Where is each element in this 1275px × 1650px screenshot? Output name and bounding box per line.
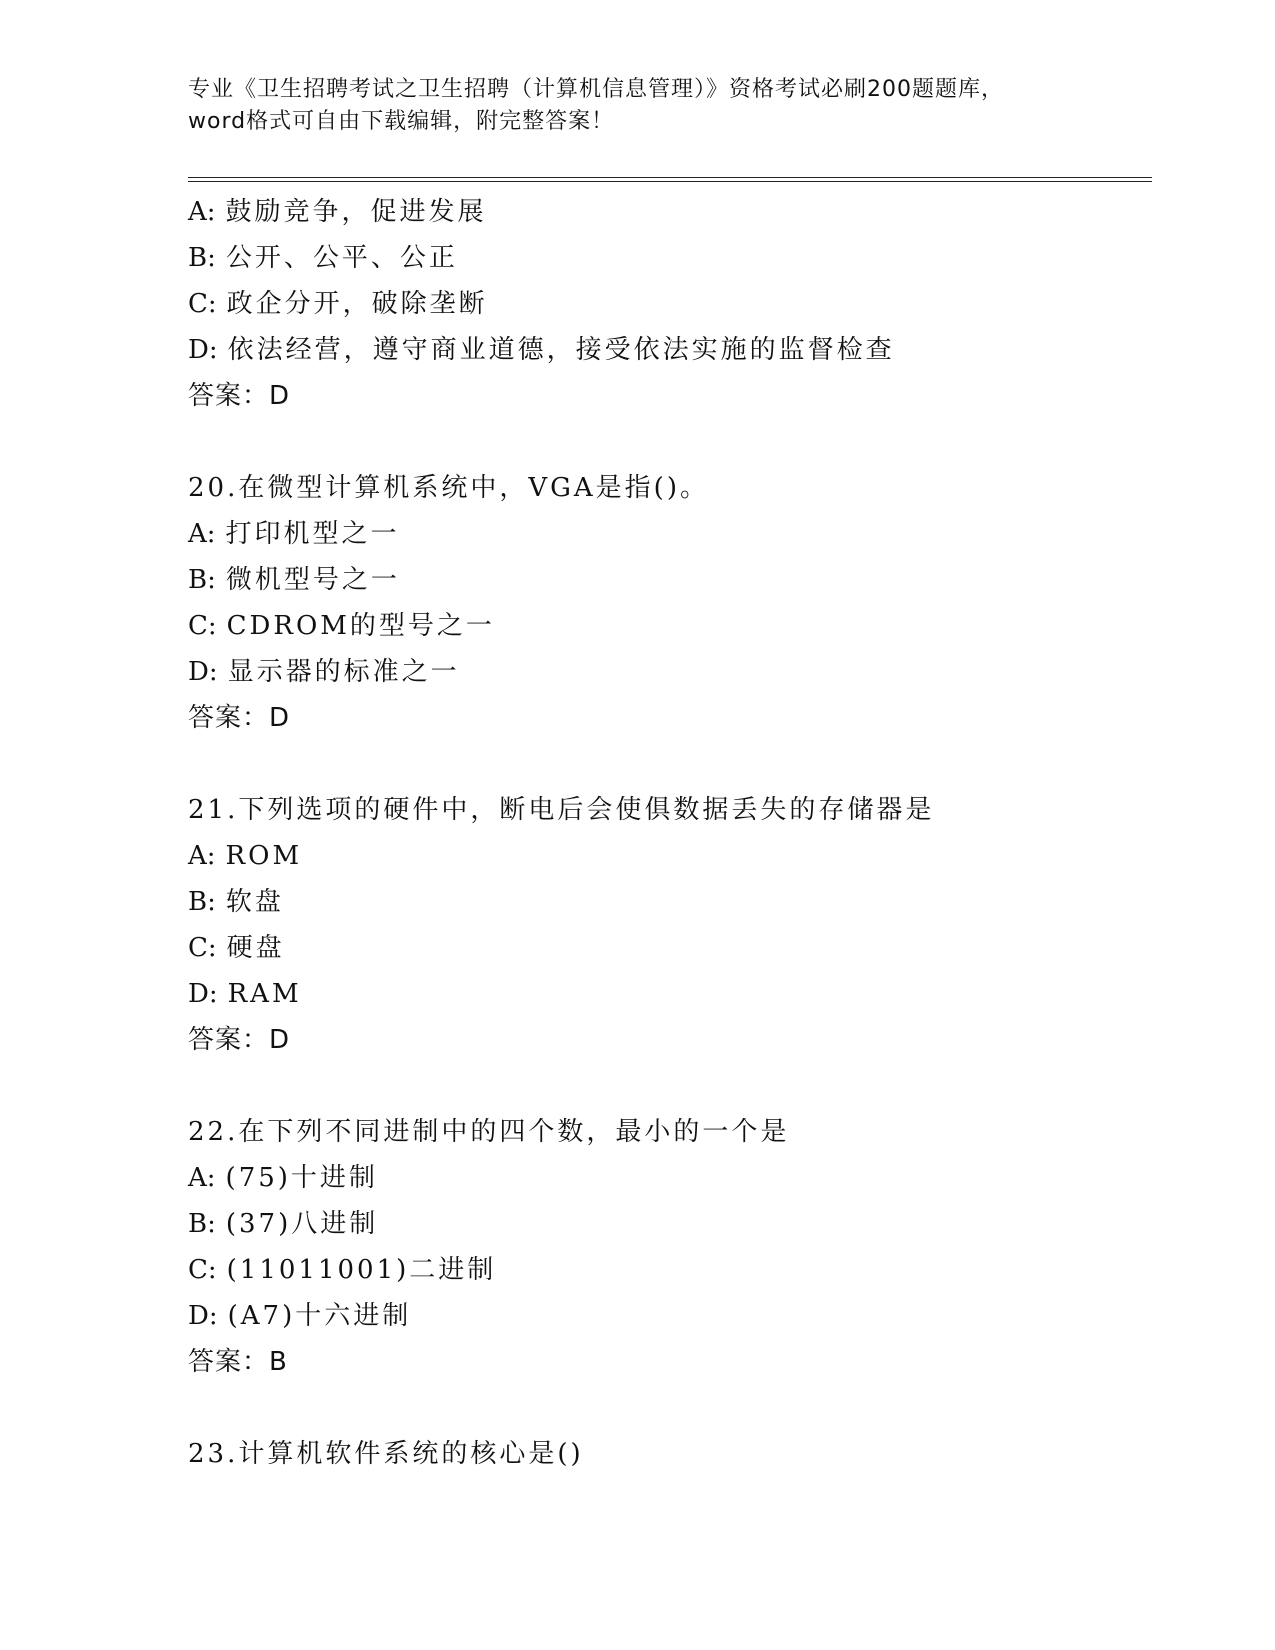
option-label: A:	[188, 1163, 216, 1193]
option-label: C:	[188, 289, 217, 319]
answer: 答案：D	[188, 1025, 291, 1055]
option-b	[188, 879, 1148, 925]
answer: 答案：B	[188, 1347, 288, 1377]
option-text: 公开、公平、公正	[225, 243, 458, 273]
option-text: (A7)十六进制	[227, 1301, 412, 1331]
option-b	[188, 235, 1148, 281]
question-text: 21.下列选项的硬件中，断电后会使俱数据丢失的存储器是	[188, 795, 935, 825]
option-text: RAM	[227, 979, 302, 1009]
spacer	[188, 419, 1148, 465]
option-label: B:	[188, 565, 216, 595]
spacer	[188, 1063, 1148, 1109]
option-a	[188, 1155, 1148, 1201]
option-text: CDROM的型号之一	[226, 611, 495, 641]
question-text: 20.在微型计算机系统中，VGA是指()。	[188, 473, 709, 503]
spacer	[188, 741, 1148, 787]
option-b	[188, 557, 1148, 603]
option-label: D:	[188, 1301, 218, 1331]
answer: 答案：D	[188, 381, 291, 411]
header-divider	[188, 177, 1152, 182]
option-text: 显示器的标准之一	[227, 657, 460, 687]
option-label: A:	[188, 519, 216, 549]
option-label: B:	[188, 1209, 216, 1239]
question-23	[188, 1431, 1148, 1477]
option-text: 硬盘	[226, 933, 285, 963]
option-b	[188, 1201, 1148, 1247]
option-a	[188, 511, 1148, 557]
option-text: 软盘	[225, 887, 284, 917]
option-a	[188, 189, 1148, 235]
option-label: C:	[188, 933, 217, 963]
option-c	[188, 925, 1148, 971]
spacer	[188, 1385, 1148, 1431]
option-label: D:	[188, 335, 218, 365]
option-text: (11011001)二进制	[226, 1255, 497, 1285]
document-header	[188, 74, 1088, 138]
option-text: 鼓励竞争，促进发展	[225, 197, 487, 227]
option-text: 依法经营，遵守商业道德，接受依法实施的监督检查	[227, 335, 895, 365]
option-label: C:	[188, 611, 217, 641]
option-d	[188, 649, 1148, 695]
option-text: 打印机型之一	[225, 519, 400, 549]
option-c	[188, 603, 1148, 649]
option-label: B:	[188, 243, 216, 273]
option-label: A:	[188, 841, 216, 871]
option-label: A:	[188, 197, 216, 227]
option-text: (37)八进制	[225, 1209, 379, 1239]
question-text: 22.在下列不同进制中的四个数，最小的一个是	[188, 1117, 790, 1147]
option-d	[188, 1293, 1148, 1339]
question-22	[188, 1109, 1148, 1385]
option-label: D:	[188, 657, 218, 687]
option-label: B:	[188, 887, 216, 917]
question-20	[188, 465, 1148, 741]
option-d	[188, 971, 1148, 1017]
option-label: D:	[188, 979, 218, 1009]
option-c	[188, 1247, 1148, 1293]
header-line-1: 专业《卫生招聘考试之卫生招聘（计算机信息管理）》资格考试必刷200题题库，	[188, 77, 1004, 102]
answer: 答案：D	[188, 703, 291, 733]
option-a	[188, 833, 1148, 879]
option-label: C:	[188, 1255, 217, 1285]
option-d	[188, 327, 1148, 373]
question-text: 23.计算机软件系统的核心是()	[188, 1439, 584, 1469]
option-text: 政企分开，破除垄断	[226, 289, 488, 319]
question-21	[188, 787, 1148, 1063]
question-list	[188, 189, 1148, 1477]
option-text: (75)十进制	[225, 1163, 378, 1193]
option-text: ROM	[225, 841, 303, 871]
header-line-2: word格式可自由下载编辑，附完整答案！	[188, 109, 615, 134]
option-c	[188, 281, 1148, 327]
question-19	[188, 189, 1148, 419]
option-text: 微机型号之一	[225, 565, 400, 595]
